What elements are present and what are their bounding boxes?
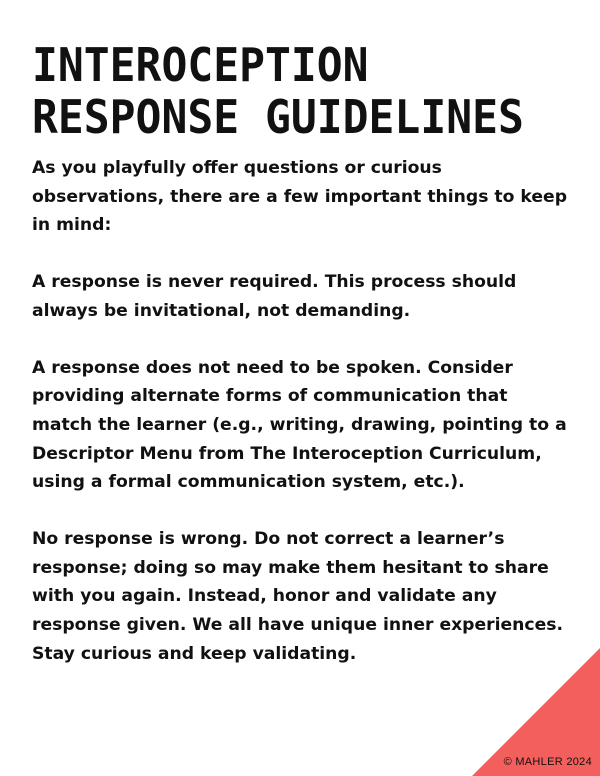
- guideline-not-spoken: A response does not need to be spoken. Consider providing alternate forms of communication that match the learner (e.g., writing, drawing, pointing to a Descriptor Menu from The Interoception Curriculum, using a formal communication system, etc.).: [32, 357, 567, 493]
- guideline-never-wrong: No response is wrong. Do not correct a learner’s response; doing so may make them hesitant to share with you again. Instead, honor and validate any response given. We all have unique inner experiences. Stay curious and keep validating.: [32, 529, 564, 664]
- page-title: INTEROCEPTION RESPONSE GUIDELINES: [32, 38, 524, 145]
- copyright-footer: © MAHLER 2024: [503, 756, 592, 768]
- intro-paragraph: As you playfully offer questions or curious observations, there are a few important things to keep in mind:: [32, 158, 568, 236]
- guideline-not-required: A response is never required. This process should always be invitational, not demanding.: [32, 272, 517, 321]
- document-body: [32, 154, 572, 697]
